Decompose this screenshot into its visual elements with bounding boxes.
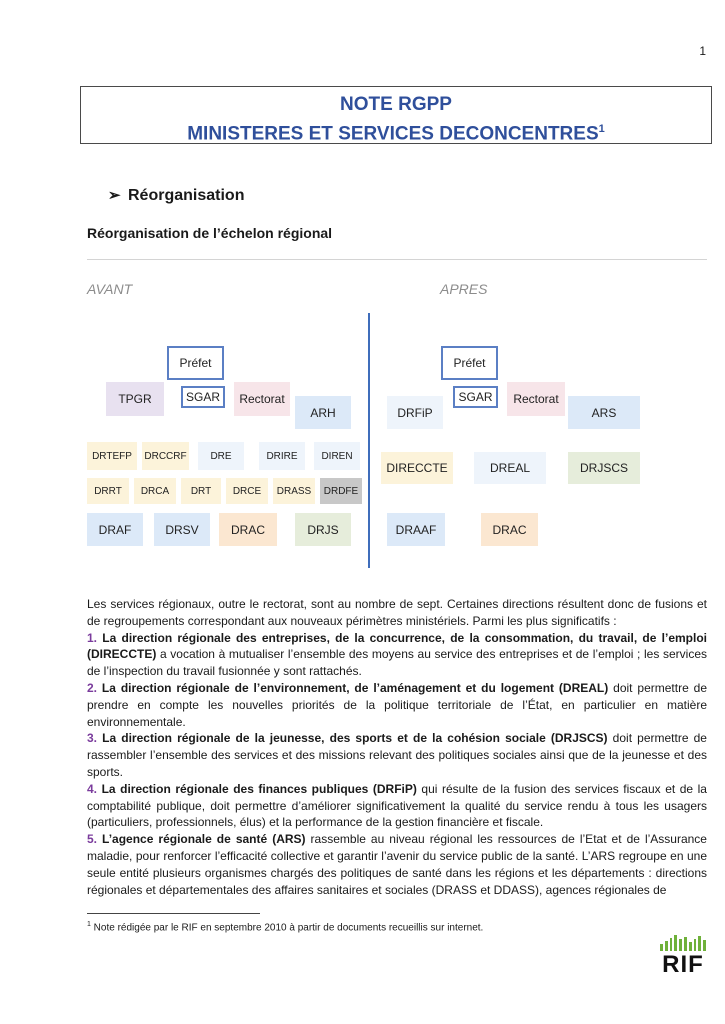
org-box-prefet-before: Préfet (167, 346, 224, 380)
list-item-text: a vocation à mutualiser l’ensemble des moyens au service des entreprises et de l’emploi ; les services de l’inspection du travail fusionnée y sont rattachés. (87, 647, 707, 679)
org-box-direccte: DIRECCTE (381, 452, 453, 484)
diagram-separator (368, 313, 370, 568)
org-box-drac-before: DRAC (219, 513, 277, 546)
org-box-prefet-after: Préfet (441, 346, 498, 380)
list-item-text: doit permettre de rassembler l’ensemble des services et des missions relevant des politiques sociales ainsi que de la jeunesse et des sports. (87, 731, 707, 779)
divider (87, 259, 707, 260)
arrow-bullet-icon: ➢ (108, 187, 121, 204)
org-box-ars: ARS (568, 396, 640, 429)
org-box-drjscs: DRJSCS (568, 452, 640, 484)
org-box-drce: DRCE (226, 478, 268, 504)
org-box-arh: ARH (295, 396, 351, 429)
list-number: 4. (87, 781, 98, 796)
org-box-drjs: DRJS (295, 513, 351, 546)
org-box-drtefp: DRTEFP (87, 442, 137, 470)
sub-heading: Réorganisation de l’échelon régional (87, 225, 333, 241)
org-box-drt: DRT (181, 478, 221, 504)
org-box-diren: DIREN (314, 442, 360, 470)
list-number: 3. (87, 731, 98, 746)
org-box-drccrf: DRCCRF (142, 442, 189, 470)
title-box (80, 86, 712, 144)
org-box-rectorat-after: Rectorat (507, 382, 565, 416)
org-box-rectorat-before: Rectorat (234, 382, 290, 416)
list-item-title: L’agence régionale de santé (ARS) (102, 832, 306, 847)
org-box-drac-after: DRAC (481, 513, 538, 546)
section-heading (108, 186, 244, 205)
section-heading-text: Réorganisation (128, 187, 245, 204)
org-box-draf: DRAF (87, 513, 143, 546)
list-item (87, 680, 707, 730)
title-line-2 (81, 117, 711, 146)
list-number: 5. (87, 832, 98, 847)
list-item-title: La direction régionale de la jeunesse, des sports et de la cohésion sociale (DRJSCS) (102, 731, 608, 746)
diagram-before-label: AVANT (87, 281, 133, 297)
org-box-drire: DRIRE (259, 442, 305, 470)
list-item (87, 630, 707, 680)
footnote (87, 921, 483, 933)
title-line-2-text: MINISTERES ET SERVICES DECONCENTRES (187, 123, 599, 145)
org-box-drca: DRCA (134, 478, 176, 504)
footnote-ref[interactable]: 1 (598, 123, 605, 135)
org-box-draaf: DRAAF (387, 513, 445, 546)
diagram-after-label: APRES (440, 281, 488, 297)
org-box-drrt: DRRT (87, 478, 129, 504)
list-item-title: La direction régionale des finances publiques (DRFiP) (101, 781, 417, 796)
footnote-marker: 1 (87, 921, 91, 928)
list-item-title: La direction régionale de l’environnement, de l’aménagement et du logement (DREAL) (101, 680, 609, 695)
list-item-text: rassemble au niveau régional les ressources de l’Etat et de l’Assurance maladie, pour renforcer l’efficacité collective et garantir l’avenir du service public de la santé. L’ARS regroupe en une seule entité plusieurs organismes chargés des politiques de santé dans les régions et les départements : directions régionales et départementales des affaires sanitaires et sociales (DRASS et DDASS), agences régionales de (87, 832, 707, 897)
list-item-text: qui résulte de la fusion des services fiscaux et de la comptabilité publique, doit permettre d’améliorer significativement la qualité du service rendu à tous les usagers (particuliers, professionnels, élus) et la performance de la gestion financière et fiscale. (87, 781, 707, 830)
logo-bars-icon (660, 935, 706, 951)
title-line-1: NOTE RGPP (340, 94, 452, 115)
org-box-dre: DRE (198, 442, 244, 470)
list-item (87, 730, 707, 780)
org-box-dreal: DREAL (474, 452, 546, 484)
org-box-tpgr: TPGR (106, 382, 164, 416)
list-item (87, 781, 707, 831)
org-box-sgar-before: SGAR (181, 386, 225, 408)
body-text (87, 596, 707, 898)
logo-text: RIF (662, 951, 704, 978)
org-box-drfip: DRFiP (387, 396, 443, 429)
list-number: 1. (87, 630, 98, 645)
footnote-text: Note rédigée par le RIF en septembre 2010 à partir de documents recueillis sur internet. (90, 922, 484, 934)
list-item-text: doit permettre de prendre en compte les nouvelles priorités de la politique territoriale de l’État, en particulier en matière environnementale. (87, 680, 707, 729)
org-box-drsv: DRSV (154, 513, 210, 546)
footnote-divider (87, 913, 260, 914)
intro-paragraph: Les services régionaux, outre le rectorat, sont au nombre de sept. Certaines directions résultent donc de fusions et de regroupements correspondant aux nouveaux périmètres ministériels. Parmi les plus significatifs : (87, 597, 707, 628)
page-number: 1 (699, 44, 706, 58)
rif-logo (660, 935, 706, 981)
org-box-drass: DRASS (273, 478, 315, 504)
org-box-sgar-after: SGAR (453, 386, 498, 408)
org-box-drdfe: DRDFE (320, 478, 362, 504)
list-item (87, 831, 707, 898)
list-item-title: La direction régionale des entreprises, de la concurrence, de la consommation, du travail, de l’emploi (DIRECCTE) (87, 630, 707, 662)
list-number: 2. (87, 680, 98, 695)
